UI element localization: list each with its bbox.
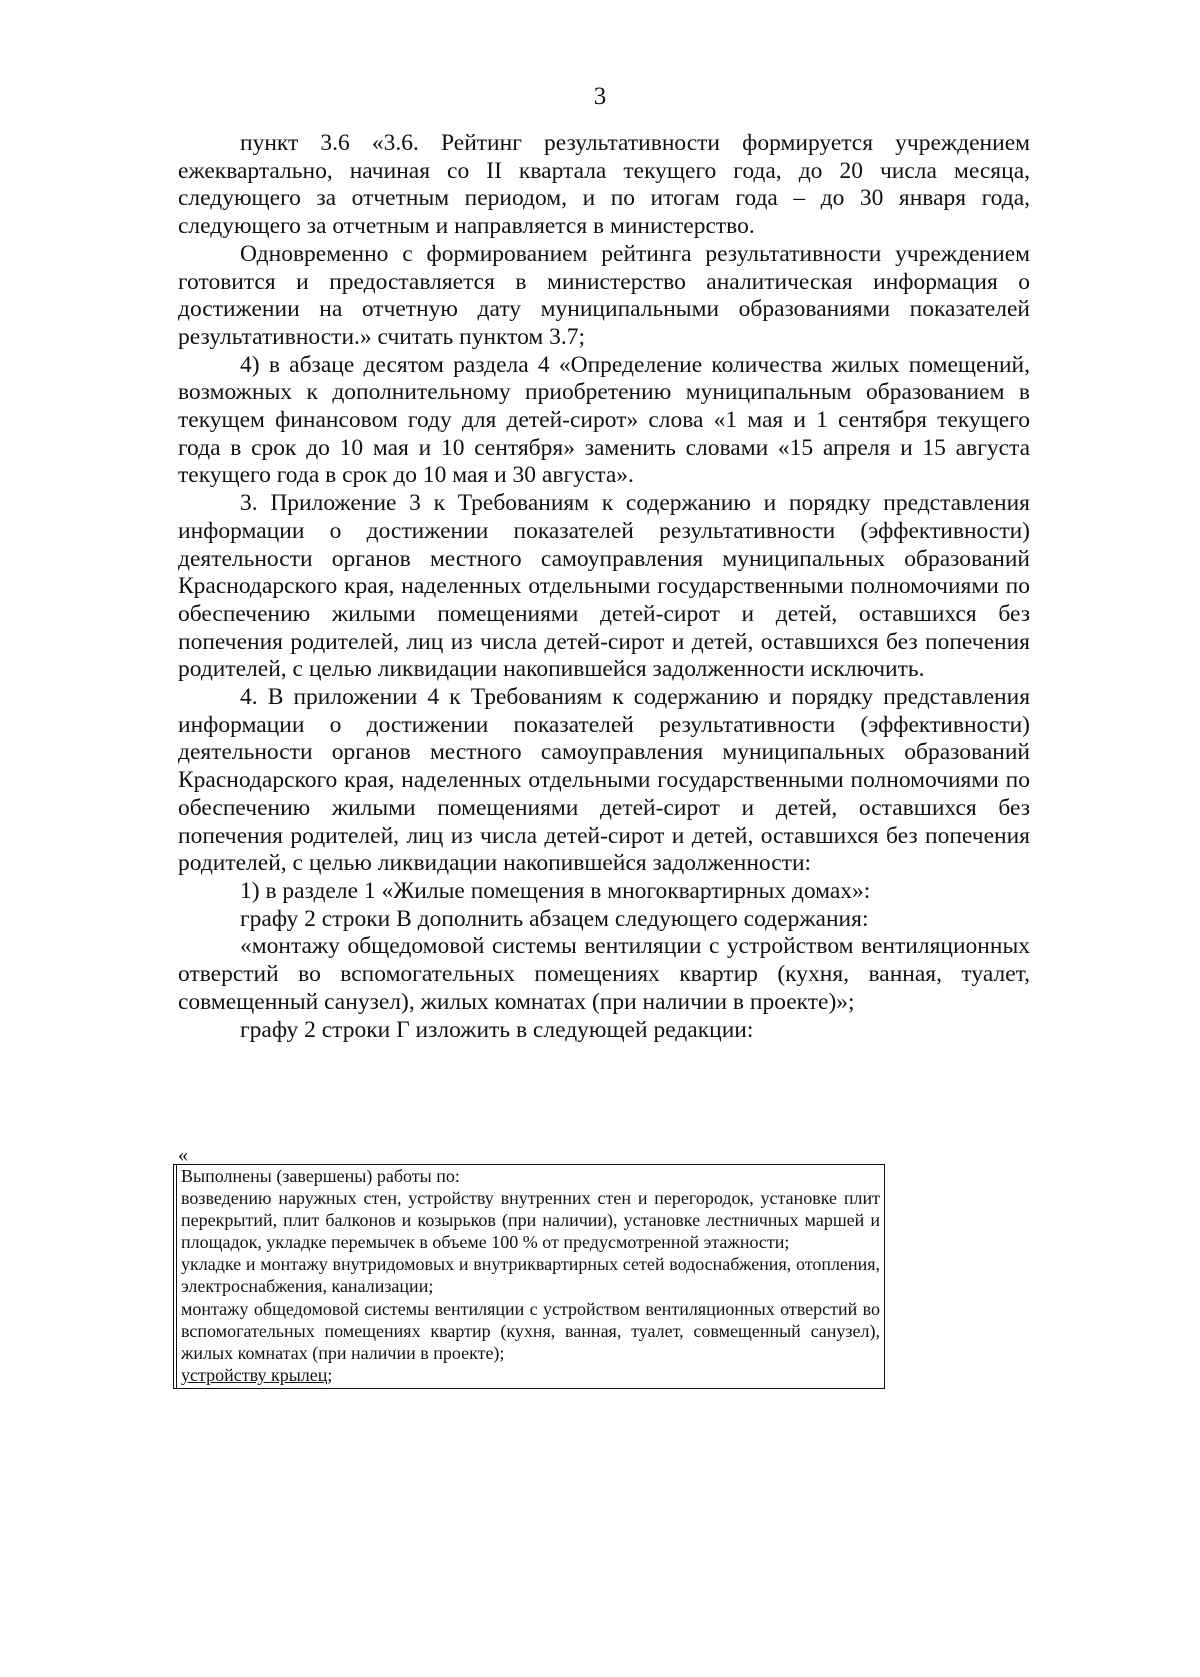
table-line-ventilation: монтажу общедомовой системы вентиляции с устройством вентиляционных отверстий во вспомогательных помещениях квартир (кухня, ванная, туалет, совмещенный санузел), жилых комнатах (при наличии в проекте); bbox=[181, 1298, 880, 1363]
table-cell bbox=[176, 1165, 884, 1388]
table-line-porches: устройству крылец; bbox=[181, 1364, 333, 1385]
quote-open-mark: « bbox=[178, 1144, 188, 1166]
paragraph-row-g: графу 2 строки Г изложить в следующей редакции: bbox=[240, 1016, 754, 1043]
paragraph-appendix-3: 3. Приложение 3 к Требованиям к содержанию и порядку представления информации о достижении показателей результативности (эффективности) деятельности органов местного самоуправления муниципальных образований Краснодарского края, наделенных отдельными государственными полномочиями по обеспечению жилыми помещениями детей-сирот и детей, оставшихся без попечения родителей, лиц из числа детей-сирот и детей, оставшихся без попечения родителей, с целью ликвидации накопившейся задолженности исключить. bbox=[178, 490, 1030, 683]
paragraph-item-3-6: пункт 3.6 «3.6. Рейтинг результативности формируется учреждением ежеквартально, начиная со II квартала текущего года, до 20 числа месяца, следующего за отчетным периодом, и по итогам года – до 30 января года, следующего за отчетным и направляется в министерство. bbox=[178, 130, 1030, 240]
paragraph-analytical-info: Одновременно с формированием рейтинга результативности учреждением готовится и предоставляется в министерство аналитическая информация о достижении на отчетную дату муниципальными образованиями показателей результативности.» считать пунктом 3.7; bbox=[178, 240, 1030, 350]
paragraph-section-1: 1) в разделе 1 «Жилые помещения в многоквартирных домах»: bbox=[240, 877, 871, 904]
paragraph-row-v: графу 2 строки В дополнить абзацем следующего содержания: bbox=[240, 905, 869, 932]
paragraph-section-4-change: 4) в абзаце десятом раздела 4 «Определение количества жилых помещений, возможных к дополнительному приобретению муниципальным образованием в текущем финансовом году для детей-сирот» слова «1 мая и 1 сентября текущего года в срок до 10 мая и 10 сентября» заменить словами «15 апреля и 15 августа текущего года в срок до 10 мая и 30 августа». bbox=[178, 351, 1030, 489]
paragraph-appendix-4: 4. В приложении 4 к Требованиям к содержанию и порядку представления информации о достижении показателей результативности (эффективности) деятельности органов местного самоуправления муниципальных образований Краснодарского края, наделенных отдельными государственными полномочиями по обеспечению жилыми помещениями детей-сирот и детей, оставшихся без попечения родителей, лиц из числа детей-сирот и детей, оставшихся без попечения родителей, с целью ликвидации накопившейся задолженности: bbox=[178, 684, 1030, 877]
document-body bbox=[178, 130, 1030, 1044]
table-line-networks: укладке и монтажу внутридомовых и внутриквартирных сетей водоснабжения, отопления, электроснабжения, канализации; bbox=[181, 1254, 880, 1297]
amendment-table bbox=[173, 1164, 885, 1389]
page-number: 3 bbox=[593, 83, 607, 110]
table-line-heading: Выполнены (завершены) работы по: bbox=[181, 1166, 460, 1186]
table-line-walls: возведению наружных стен, устройству внутренних стен и перегородок, установке плит перекрытий, плит балконов и козырьков (при наличии), установке лестничных маршей и площадок, укладке перемычек в объеме 100 % от предусмотренной этажности; bbox=[181, 1188, 880, 1253]
paragraph-ventilation-quote: «монтажу общедомовой системы вентиляции с устройством вентиляционных отверстий во вспомогательных помещениях квартир (кухня, ванная, туалет, совмещенный санузел), жилых комнатах (при наличии в проекте)»; bbox=[178, 933, 1030, 1015]
